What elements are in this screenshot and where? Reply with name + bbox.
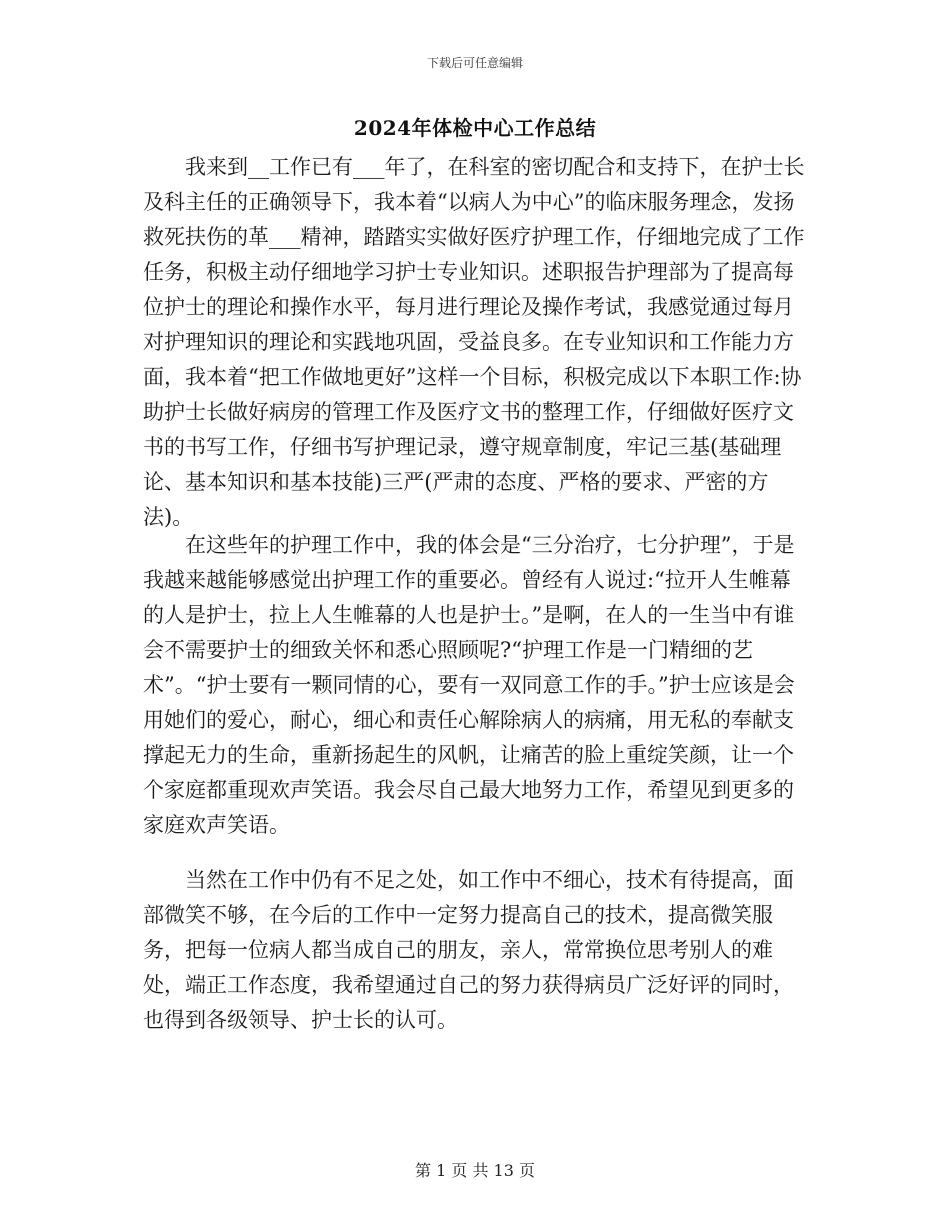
paragraph-1: [143, 150, 809, 535]
header-note: 下载后可任意编辑: [426, 56, 523, 70]
paragraph-3-text: 当然在工作中仍有不足之处，如工作中不细心，技术有待提高，面部微笑不够，在今后的工作中一定努力提高自己的技术，提高微笑服务，把每一位病人都当成自己的朋友，亲人，常常换位思考别人的难处，端正工作态度，我希望通过自己的努力获得病员广泛好评的同时，也得到各级领导、护士长的认可。: [143, 868, 794, 1032]
paragraph-2: [143, 528, 809, 843]
paragraph-3: [143, 863, 809, 1038]
paragraph-1-text: 我来到__工作已有___年了，在科室的密切配合和支持下，在护士长及科主任的正确领导下，我本着“以病人为中心”的临床服务理念，发扬救死扶伤的革___精神，踏踏实实做好医疗护理工作，仔细地完成了工作任务，积极主动仔细地学习护士专业知识。述职报告护理部为了提高每位护士的理论和操作水平，每月进行理论及操作考试，我感觉通过每月对护理知识的理论和实践地巩固，受益良多。在专业知识和工作能力方面，我本着“把工作做地更好”这样一个目标，积极完成以下本职工作:协助护士长做好病房的管理工作及医疗文书的整理工作，仔细做好医疗文书的书写工作，仔细书写护理记录，遵守规章制度，牢记三基(基础理论、基本知识和基本技能)三严(严肃的态度、严格的要求、严密的方法)。: [143, 155, 805, 529]
page-indicator: 第 1 页 共 13 页: [415, 1161, 535, 1180]
paragraph-2-text: 在这些年的护理工作中，我的体会是“三分治疗，七分护理”，于是我越来越能够感觉出护理工作的重要必。曾经有人说过:“拉开人生帷幕的人是护士，拉上人生帷幕的人也是护士。”是啊，在人的一生当中有谁会不需要护士的细致关怀和悉心照顾呢?“护理工作是一门精细的艺术”。“护士要有一颗同情的心，要有一双同意工作的手。”护士应该是会用她们的爱心，耐心，细心和责任心解除病人的病痛，用无私的奉献支撑起无力的生命，重新扬起生的风帆，让痛苦的脸上重绽笑颜，让一个个家庭都重现欢声笑语。我会尽自己最大地努力工作，希望见到更多的家庭欢声笑语。: [143, 533, 795, 837]
document-title: 2024年体检中心工作总结: [353, 116, 597, 140]
